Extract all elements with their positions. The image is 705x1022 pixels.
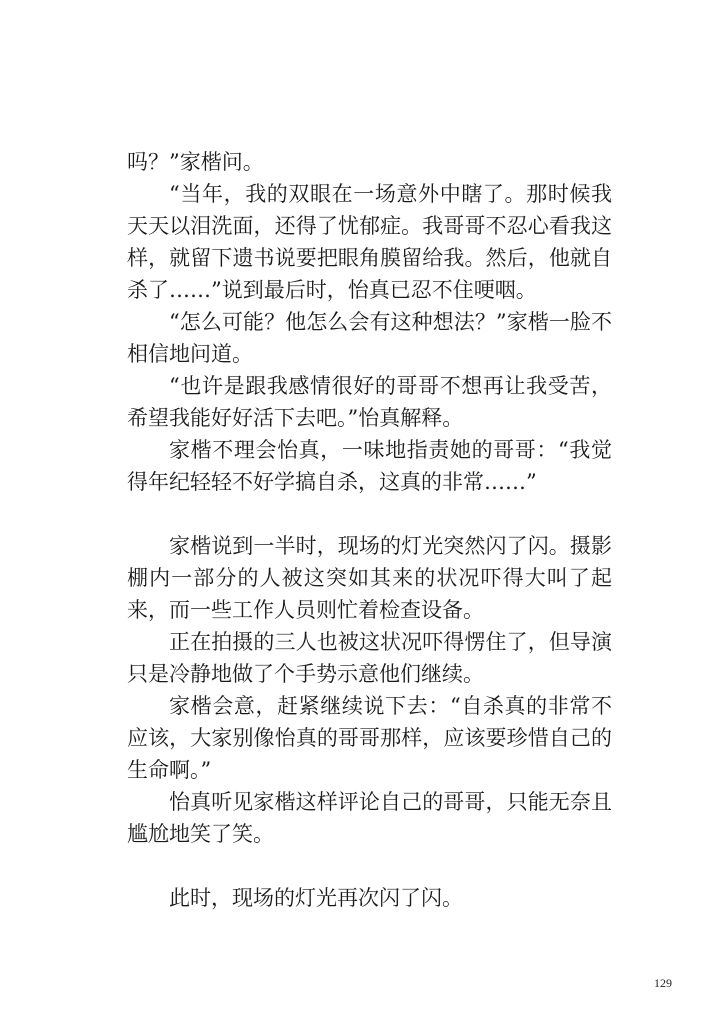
paragraph-9: 怡真听见家楷这样评论自己的哥哥，只能无奈且尴尬地笑了笑。: [127, 790, 612, 846]
paragraph-6: 家楷说到一半时，现场的灯光突然闪了闪。摄影棚内一部分的人被这突如其来的状况吓得大叫了起来，而一些工作人员则忙着检查设备。: [127, 534, 612, 622]
paragraph-1: 吗？”家楷问。: [127, 150, 264, 174]
paragraph-3: “怎么可能？他怎么会有这种想法？”家楷一脸不相信地问道。: [127, 310, 612, 366]
section-break: [127, 850, 612, 882]
paragraph-5: 家楷不理会怡真，一味地指责她的哥哥：“我觉得年纪轻轻不好学搞自杀，这真的非常……”: [127, 438, 612, 494]
page-number: 129: [654, 976, 672, 990]
paragraph-7: 正在拍摄的三人也被这状况吓得愣住了，但导演只是冷静地做了个手势示意他们继续。: [127, 630, 612, 686]
paragraph-2: “当年，我的双眼在一场意外中瞎了。那时候我天天以泪洗面，还得了忧郁症。我哥哥不忍心看我这样，就留下遗书说要把眼角膜留给我。然后，他就自杀了……”说到最后时，怡真已忍不住哽咽。: [127, 182, 612, 302]
section-break: [127, 498, 612, 530]
body-text: [127, 146, 612, 914]
paragraph-4: “也许是跟我感情很好的哥哥不想再让我受苦，希望我能好好活下去吧。”怡真解释。: [127, 374, 612, 430]
paragraph-10: 此时，现场的灯光再次闪了闪。: [169, 886, 463, 910]
paragraph-8: 家楷会意，赶紧继续说下去：“自杀真的非常不应该，大家别像怡真的哥哥那样，应该要珍惜自己的生命啊。”: [127, 694, 612, 782]
